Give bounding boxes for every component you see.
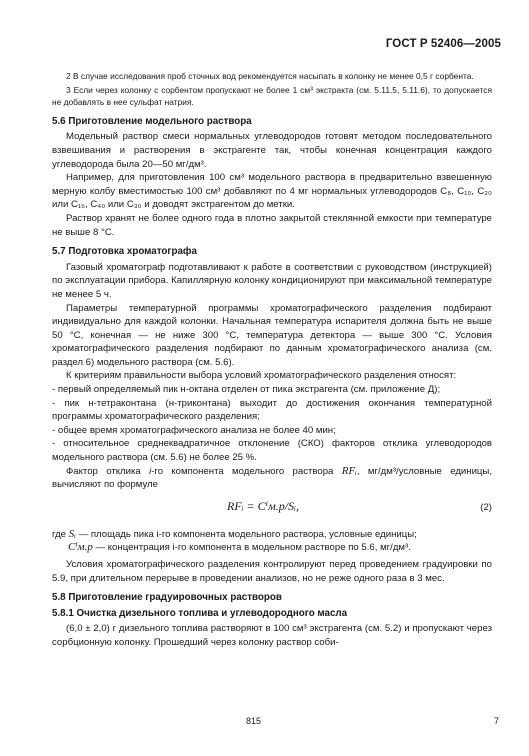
section-5-7-paragraph: Условия хроматографического разделения контролируют перед проведением градуировки по 5.9, при длительном перерыве в проведении анализов, но не реже одного раза в 3 мес.	[52, 559, 492, 584]
section-5-6-paragraph: Модельный раствор смеси нормальных углеводородов готовят методом последовательного взвешивания и растворения в экстрагенте так, чтобы конечная концентрация каждого углеводорода была 20—50 мг/дм³.	[52, 131, 492, 170]
response-factor-paragraph: Фактор отклика i-го компонента модельного раствора RFᵢ, мг/дм³/условные единицы, вычисляют по формуле	[52, 464, 492, 491]
list-item: - общее время хроматографического анализа не более 40 мин;	[52, 424, 336, 436]
where-line: где Sᵢ — площадь пика i-го компонента модельного раствора, условные единицы;	[52, 527, 417, 540]
c-symbol: Cⁱм.р	[68, 541, 93, 554]
formula: RFᵢ = Cⁱм.р/Sᵢ,	[227, 498, 299, 513]
formula-number: (2)	[480, 501, 492, 513]
standard-header: ГОСТ Р 52406—2005	[385, 38, 501, 50]
section-5-8-1-title: 5.8.1 Очистка дизельного топлива и углеводородного масла	[52, 607, 348, 619]
section-5-8-title: 5.8 Приготовление градуировочных растворов	[52, 592, 282, 604]
list-item: - пик н-тетраконтана (н-триконтана) выходит до достижения окончания температурной программы хроматографического разделения;	[52, 397, 492, 423]
page-number-right: 7	[493, 716, 499, 726]
note-3: 3 Если через колонку с сорбентом пропускают не более 1 см³ экстракта (см. 5.11.5, 5.11.6), то допускается не добавлять в нее сульфат натрия.	[52, 84, 492, 108]
page-number-center: 815	[246, 716, 262, 726]
section-5-6-paragraph: Раствор хранят не более одного года в плотно закрытой стеклянной емкости при температуре не выше 8 °C.	[52, 212, 492, 238]
section-5-7-paragraph: Параметры температурной программы хроматографического разделения подбирают индивидуально для каждой колонки. Начальная температура испарителя должна быть не выше 50 °C, конечная — не ниже 300 °C, температура детектора — выше 300 °C. Условия хроматографического разделения подбирают по данным хроматографического анализа (см. раздел 6) модельного раствора (см. 5.6).	[52, 302, 492, 368]
section-5-7-paragraph: К критериям правильности выбора условий хроматографического разделения относят:	[66, 370, 457, 382]
section-5-8-1-paragraph: (6,0 ± 2,0) г дизельного топлива растворяют в 100 см³ экстрагента (см. 5.2) и пропускают через сорбционную колонку. Прошедший через колонку раствор соби-	[52, 623, 492, 648]
criteria-list	[52, 383, 492, 465]
document-body	[52, 70, 492, 650]
rf-symbol: RFᵢ	[341, 464, 357, 477]
list-item: - первый определяемый пик н-октана отделен от пика экстрагента (см. приложение Д);	[52, 384, 441, 396]
note-2: 2 В случае исследования проб сточных вод рекомендуется насыпать в колонку не менее 0,5 г сорбента.	[66, 71, 474, 81]
list-item: - относительное среднеквадратичное отклонение (СКО) факторов отклика углеводородов модельного раствора (см. 5.6) не более 25 %.	[52, 438, 492, 464]
section-5-6-paragraph: Например, для приготовления 100 см³ модельного раствора в предварительно взвешенную мерную колбу вместимостью 100 см³ добавляют по 4 мг нормальных углеводородов C₈, C₁₀, C₂₀ или C₁₆, C₄₀ или C₃₀ и доводят экстрагентом до метки.	[52, 172, 492, 211]
where-line: Cⁱм.р — концентрация i-го компонента в модельном растворе по 5.6, мг/дм³.	[68, 541, 411, 554]
section-5-7-paragraph: Газовый хроматограф подготавливают к работе в соответствии с руководством (инструкцией) по эксплуатации прибора. Капиллярную колонку кондиционируют при максимальной температуре не менее 5 ч.	[52, 261, 492, 300]
section-5-6-title: 5.6 Приготовление модельного раствора	[52, 115, 252, 127]
s-symbol: Sᵢ	[68, 527, 76, 540]
section-5-7-title: 5.7 Подготовка хроматографа	[52, 246, 197, 258]
formula-row	[52, 496, 492, 524]
